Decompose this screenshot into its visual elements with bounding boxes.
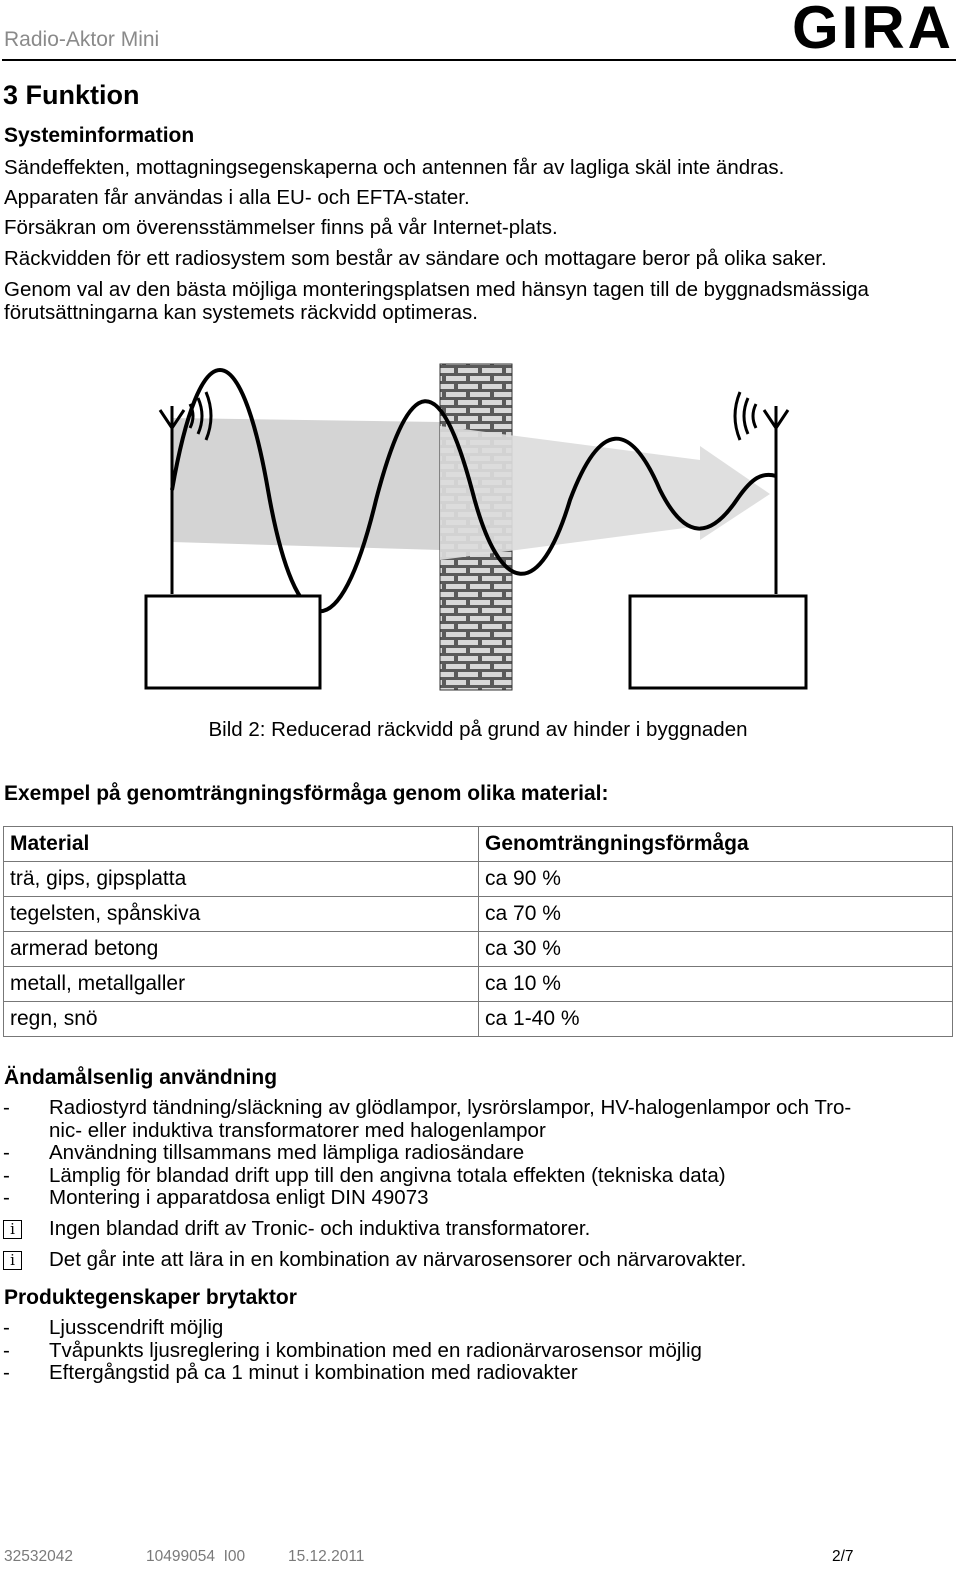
signal-beam-left <box>172 418 440 550</box>
table-cell: tegelsten, spånskiva <box>4 897 479 932</box>
info-note-text: Det går inte att lära in en kombination av närvarosensorer och närvarovakter. <box>49 1248 747 1271</box>
table-row <box>4 967 953 1002</box>
product-heading: Produktegenskaper brytaktor <box>4 1286 297 1309</box>
table-row <box>4 1002 953 1037</box>
list-item-text: nic- eller induktiva transformatorer med halogenlampor <box>49 1118 546 1142</box>
table-cell: armerad betong <box>4 932 479 967</box>
list-bullet: - <box>3 1096 10 1119</box>
system-info-line: Räckvidden för ett radiosystem som består av sändare och mottagare beror på olika saker. <box>4 247 827 270</box>
page-number: 2/7 <box>832 1548 854 1565</box>
document-title: Radio-Aktor Mini <box>4 28 160 51</box>
product-list <box>3 1317 933 1385</box>
table-row <box>4 862 953 897</box>
list-bullet: - <box>3 1141 10 1164</box>
table-cell: ca 10 % <box>479 967 953 1002</box>
list-item-text: Radiostyrd tändning/släckning av glödlampor, lysrörslampor, HV-halogenlampor och Tro- <box>49 1096 852 1119</box>
list-bullet: - <box>3 1361 10 1384</box>
list-bullet: - <box>3 1163 10 1187</box>
list-bullet: - <box>3 1186 10 1209</box>
system-info-line: Sändeffekten, mottagningsegenskaperna och antennen får av lagliga skäl inte ändras. <box>4 156 785 179</box>
list-item <box>3 1165 933 1188</box>
materials-heading: Exempel på genomträngningsförmåga genom olika material: <box>4 782 609 805</box>
list-item-text: Tvåpunkts ljusreglering i kombination med en radionärvarosensor möjlig <box>49 1338 702 1362</box>
table-cell: metall, metallgaller <box>4 967 479 1002</box>
list-bullet: - <box>3 1316 10 1339</box>
table-header-cell: Genomträngningsförmåga <box>479 827 953 862</box>
list-item-text: Användning tillsammans med lämpliga radiosändare <box>49 1141 525 1164</box>
table-header-cell: Material <box>4 827 479 862</box>
info-icon: i <box>3 1251 22 1270</box>
usage-heading: Ändamålsenlig användning <box>4 1066 278 1089</box>
system-info-line: Genom val av den bästa möjliga monteringsplatsen med hänsyn tagen till de byggnadsmässiga <box>4 278 869 301</box>
list-item-text: Montering i apparatdosa enligt DIN 49073 <box>49 1186 429 1209</box>
section-title: 3 Funktion <box>3 80 140 110</box>
brand-logo: GIRA <box>792 0 954 61</box>
table-cell: ca 30 % <box>479 932 953 967</box>
list-item-continuation <box>3 1120 933 1143</box>
footer-date: 15.12.2011 <box>288 1548 365 1565</box>
transmitter-box <box>146 596 320 688</box>
list-item <box>3 1142 933 1165</box>
table-cell: ca 1-40 % <box>479 1002 953 1037</box>
system-info-line: förutsättningarna kan systemets räckvidd optimeras. <box>4 301 478 324</box>
list-item <box>3 1362 933 1385</box>
table-cell: regn, snö <box>4 1002 479 1037</box>
list-item <box>3 1317 933 1340</box>
table-row <box>4 897 953 932</box>
figure-caption: Bild 2: Reducerad räckvidd på grund av hinder i byggnaden <box>208 718 748 741</box>
list-item <box>3 1187 933 1210</box>
info-note <box>3 1248 746 1272</box>
system-info-line: Apparaten får användas i alla EU- och EFTA-stater. <box>4 186 470 209</box>
list-item-text: Eftergångstid på ca 1 minut i kombination med radiovakter <box>49 1361 578 1384</box>
list-item-text: Ljusscendrift möjlig <box>49 1316 224 1339</box>
footer-reference: 10499054 I00 <box>146 1548 246 1565</box>
range-diagram <box>0 350 960 700</box>
materials-table <box>3 826 953 1037</box>
list-bullet: - <box>3 1338 10 1362</box>
receiver-box <box>630 596 806 688</box>
info-icon: i <box>3 1220 22 1239</box>
list-item <box>3 1097 933 1120</box>
system-info-heading: Systeminformation <box>4 124 195 147</box>
header-divider <box>2 59 956 61</box>
footer-doc-number: 32532042 <box>4 1548 73 1565</box>
usage-list <box>3 1097 933 1210</box>
list-item <box>3 1340 933 1363</box>
list-item-text: Lämplig för blandad drift upp till den angivna totala effekten (tekniska data) <box>49 1163 726 1187</box>
table-header-row <box>4 827 953 862</box>
info-note-text: Ingen blandad drift av Tronic- och induktiva transformatorer. <box>49 1217 591 1240</box>
system-info-line: Försäkran om överensstämmelser finns på vår Internet-plats. <box>4 216 558 239</box>
info-note <box>3 1217 590 1241</box>
table-row <box>4 932 953 967</box>
table-cell: ca 90 % <box>479 862 953 897</box>
table-cell: ca 70 % <box>479 897 953 932</box>
table-cell: trä, gips, gipsplatta <box>4 862 479 897</box>
